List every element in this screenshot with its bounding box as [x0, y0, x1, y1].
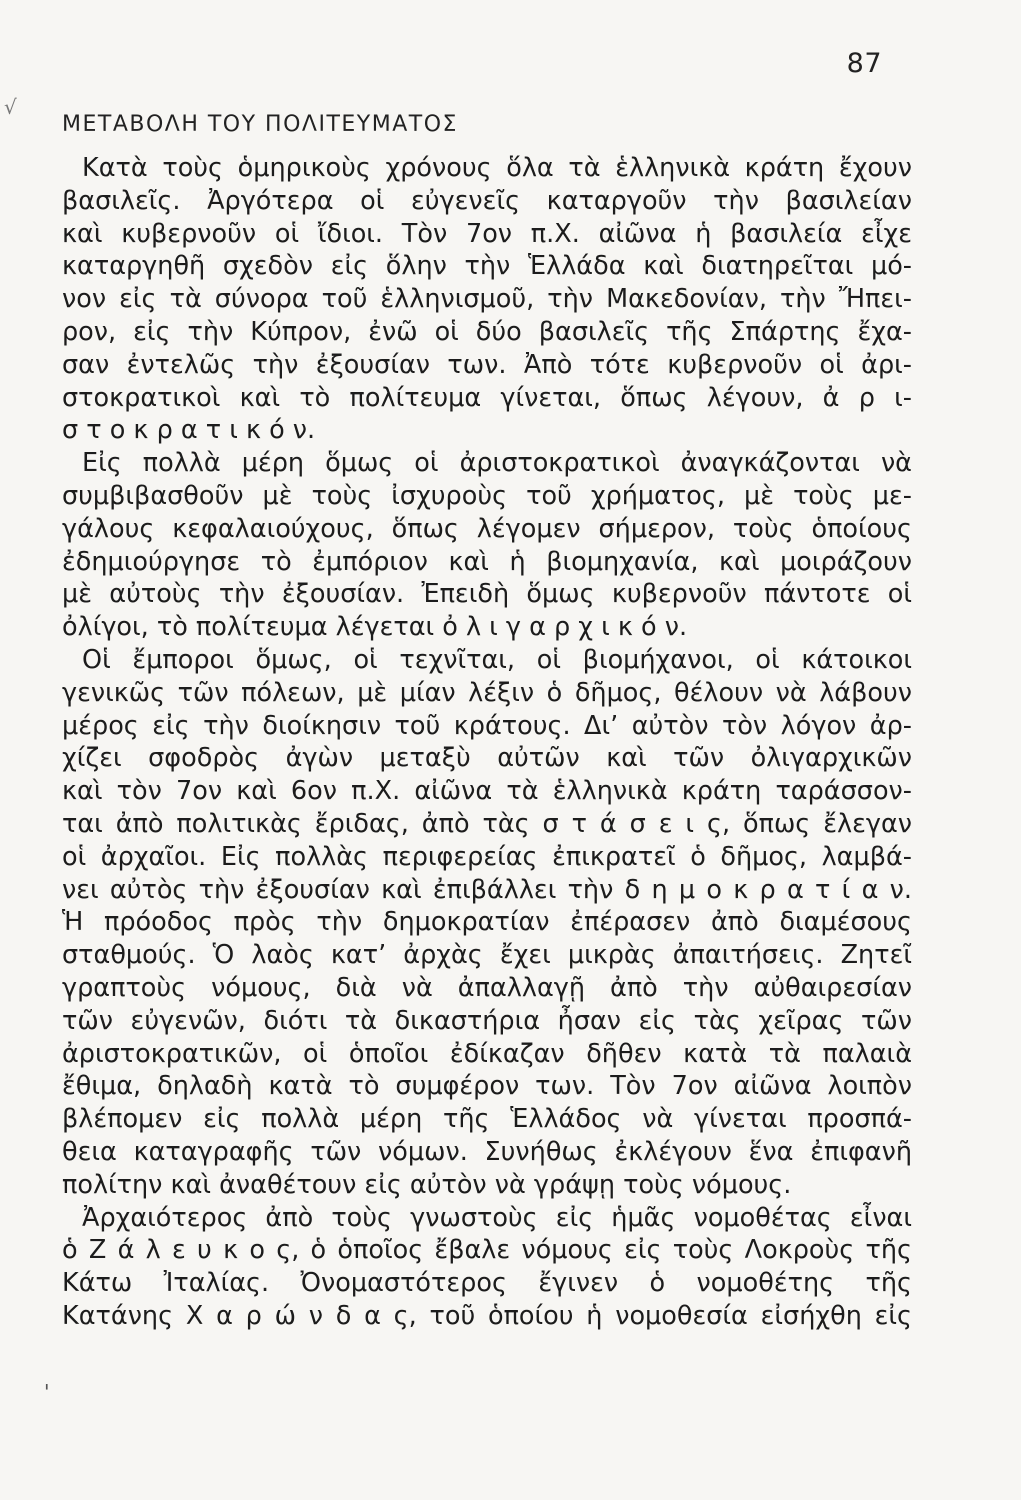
text-line: θεια καταγραφῆς τῶν νόμων. Συνήθως ἐκλέγουν ἕνα ἐπιφανῆ — [62, 1136, 912, 1167]
text-line: νον εἰς τὰ σύνορα τοῦ ἑλληνισμοῦ, τὴν Μακεδονίαν, τὴν Ἤπει- — [62, 284, 912, 315]
margin-check-mark: √ — [4, 95, 17, 119]
text-line: πολίτην καὶ ἀναθέτουν εἰς αὐτὸν νὰ γράψῃ τοὺς νόμους. — [62, 1169, 792, 1200]
text-line: σταθμούς. Ὁ λαὸς κατ’ ἀρχὰς ἔχει μικρὰς ἀπαιτήσεις. Ζητεῖ — [62, 940, 912, 971]
text-line: ρον, εἰς τὴν Κύπρον, ἐνῶ οἱ δύο βασιλεῖς τῆς Σπάρτης ἔχα- — [62, 316, 912, 347]
text-line: γάλους κεφαλαιούχους, ὅπως λέγομεν σήμερον, τοὺς ὁποίους — [62, 513, 912, 544]
text-line: ὀλίγοι, τὸ πολίτευμα λέγεται ὀ λ ι γ α ρ χ ι κ ό ν. — [62, 612, 688, 643]
text-line: ἔθιμα, δηλαδὴ κατὰ τὸ συμφέρον των. Τὸν 7ον αἰῶνα λοιπὸν — [62, 1071, 912, 1102]
text-line: ἀριστοκρατικῶν, οἱ ὁποῖοι ἐδίκαζαν δῆθεν κατὰ τὰ παλαιὰ — [62, 1038, 912, 1069]
text-line: χίζει σφοδρὸς ἀγὼν μεταξὺ αὐτῶν καὶ τῶν ὀλιγαρχικῶν — [62, 743, 912, 774]
section-title: ΜΕΤΑΒΟΛΗ ΤΟΥ ΠΟΛΙΤΕΥΜΑΤΟΣ — [62, 112, 458, 137]
text-line: νει αὐτὸς τὴν ἐξουσίαν καὶ ἐπιβάλλει τὴν δ η μ ο κ ρ α τ ί α ν. — [62, 874, 912, 905]
text-line: βασιλεῖς. Ἀργότερα οἱ εὐγενεῖς καταργοῦν τὴν βασιλείαν — [62, 185, 912, 216]
text-line: Ἡ πρόοδος πρὸς τὴν δημοκρατίαν ἐπέρασεν ἀπὸ διαμέσους — [62, 907, 912, 938]
page-number: 87 — [846, 48, 882, 79]
text-line: μέρος εἰς τὴν διοίκησιν τοῦ κράτους. Δι’ αὐτὸν τὸν λόγον ἀρ- — [62, 710, 912, 741]
text-line: γενικῶς τῶν πόλεων, μὲ μίαν λέξιν ὁ δῆμος, θέλουν νὰ λάβουν — [62, 677, 912, 708]
text-line: οἱ ἀρχαῖοι. Εἰς πολλὰς περιφερείας ἐπικρατεῖ ὁ δῆμος, λαμβά- — [62, 841, 912, 872]
text-line: Κάτω Ἰταλίας. Ὀνομαστότερος ἔγινεν ὁ νομοθέτης τῆς — [62, 1268, 912, 1299]
body-text — [62, 152, 912, 1333]
text-line: Κατάνης Χ α ρ ώ ν δ α ς, τοῦ ὁποίου ἡ νομοθεσία εἰσήχθη εἰς — [62, 1300, 912, 1331]
text-line: σαν ἐντελῶς τὴν ἐξουσίαν των. Ἀπὸ τότε κυβερνοῦν οἱ ἀρι- — [62, 349, 912, 380]
text-line: καὶ τὸν 7ον καὶ 6ον π.Χ. αἰῶνα τὰ ἑλληνικὰ κράτη ταράσσον- — [62, 776, 912, 807]
text-line: Ἀρχαιότερος ἀπὸ τοὺς γνωστοὺς εἰς ἡμᾶς νομοθέτας εἶναι — [82, 1202, 912, 1233]
text-line: τῶν εὐγενῶν, διότι τὰ δικαστήρια ἦσαν εἰς τὰς χεῖρας τῶν — [62, 1005, 912, 1036]
margin-tick-mark: ' — [44, 1380, 50, 1404]
text-line: σ τ ο κ ρ α τ ι κ ό ν. — [62, 415, 316, 446]
text-line: γραπτοὺς νόμους, διὰ νὰ ἀπαλλαγῇ ἀπὸ τὴν αὐθαιρεσίαν — [62, 972, 912, 1003]
text-line: ὁ Ζ ά λ ε υ κ ο ς, ὁ ὁποῖος ἔβαλε νόμους εἰς τοὺς Λοκροὺς τῆς — [62, 1235, 912, 1266]
text-line: μὲ αὐτοὺς τὴν ἐξουσίαν. Ἐπειδὴ ὅμως κυβερνοῦν πάντοτε οἱ — [62, 579, 912, 610]
text-line: καὶ κυβερνοῦν οἱ ἴδιοι. Τὸν 7ον π.Χ. αἰῶνα ἡ βασιλεία εἶχε — [62, 218, 912, 249]
text-line: βλέπομεν εἰς πολλὰ μέρη τῆς Ἑλλάδος νὰ γίνεται προσπά- — [62, 1104, 912, 1135]
text-line: ται ἀπὸ πολιτικὰς ἔριδας, ἀπὸ τὰς σ τ ά σ ε ι ς, ὅπως ἔλεγαν — [62, 808, 912, 839]
text-line: ἐδημιούργησε τὸ ἐμπόριον καὶ ἡ βιομηχανία, καὶ μοιράζουν — [62, 546, 912, 577]
text-line: Εἰς πολλὰ μέρη ὅμως οἱ ἀριστοκρατικοὶ ἀναγκάζονται νὰ — [82, 448, 912, 479]
text-line: στοκρατικοὶ καὶ τὸ πολίτευμα γίνεται, ὅπως λέγουν, ἀ ρ ι- — [62, 382, 912, 413]
text-line: συμβιβασθοῦν μὲ τοὺς ἰσχυροὺς τοῦ χρήματος, μὲ τοὺς με- — [62, 480, 912, 511]
text-line: καταργηθῆ σχεδὸν εἰς ὅλην τὴν Ἑλλάδα καὶ διατηρεῖται μό- — [62, 251, 912, 282]
text-line: Οἱ ἔμποροι ὅμως, οἱ τεχνῖται, οἱ βιομήχανοι, οἱ κάτοικοι — [82, 644, 912, 675]
text-line: Κατὰ τοὺς ὁμηρικοὺς χρόνους ὅλα τὰ ἑλληνικὰ κράτη ἔχουν — [82, 153, 912, 183]
